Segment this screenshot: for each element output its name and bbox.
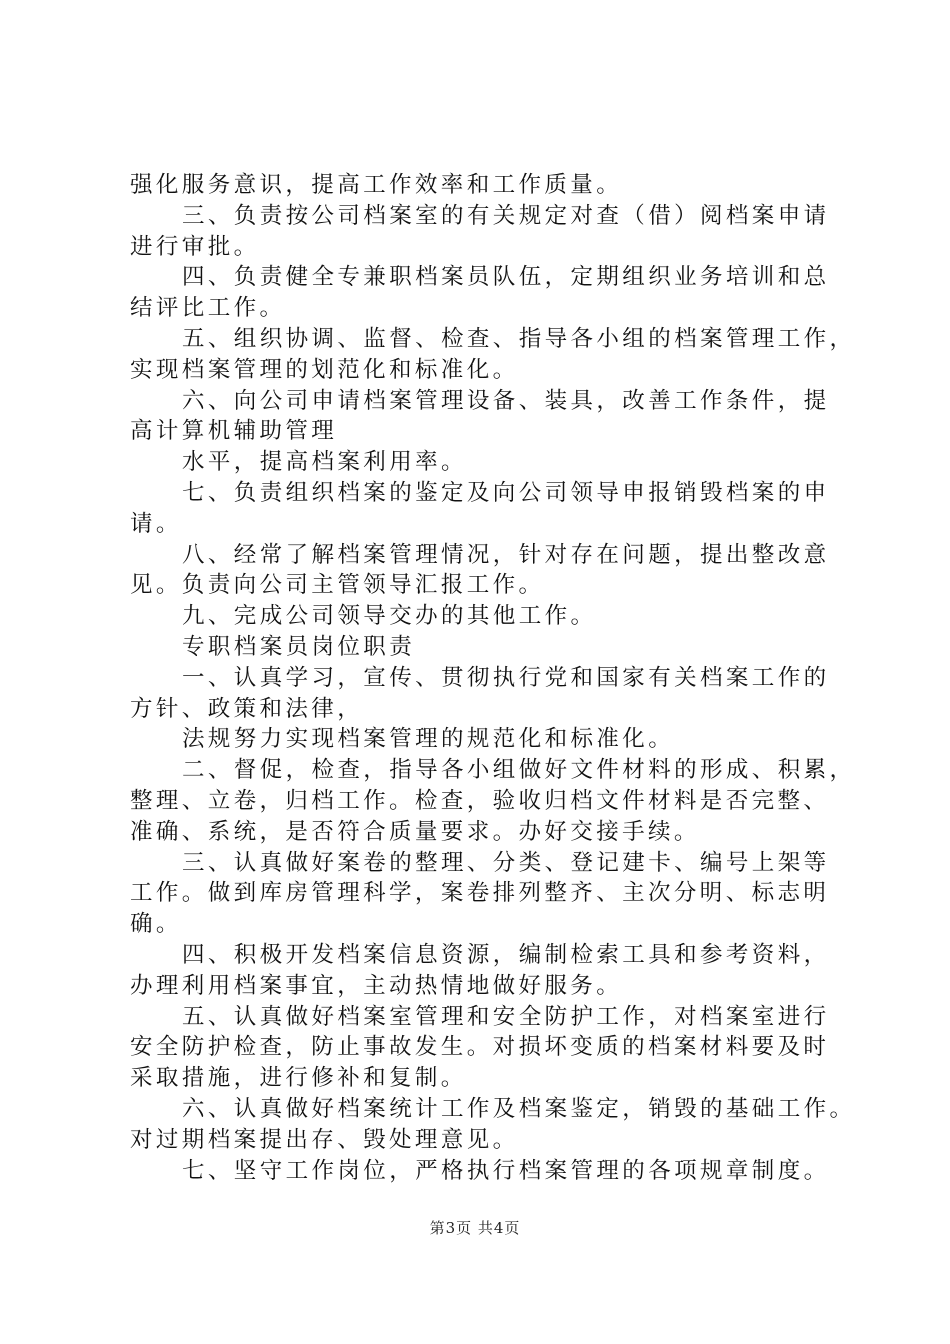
text-line: 实现档案管理的划范化和标准化。 bbox=[130, 356, 519, 383]
text-line: 五、组织协调、监督、检查、指导各小组的档案管理工作， bbox=[182, 325, 856, 352]
text-line: 采取措施，进行修补和复制。 bbox=[130, 1065, 467, 1092]
text-line: 六、认真做好档案统计工作及档案鉴定，销毁的基础工作。 bbox=[182, 1095, 856, 1122]
text-line: 七、负责组织档案的鉴定及向公司领导申报销毁档案的申 bbox=[182, 479, 830, 506]
text-line: 三、认真做好案卷的整理、分类、登记建卡、编号上架等 bbox=[182, 849, 830, 876]
text-line: 四、积极开发档案信息资源，编制检索工具和参考资料， bbox=[182, 941, 830, 968]
text-line: 法规努力实现档案管理的规范化和标准化。 bbox=[182, 726, 675, 753]
text-line: 四、负责健全专兼职档案员队伍，定期组织业务培训和总 bbox=[182, 264, 830, 291]
text-line: 水平，提高档案利用率。 bbox=[182, 449, 467, 476]
text-line: 专职档案员岗位职责 bbox=[182, 633, 416, 660]
text-line: 结评比工作。 bbox=[130, 295, 286, 322]
page-footer: 第3页 共4页 bbox=[429, 1219, 521, 1237]
text-line: 准确、系统，是否符合质量要求。办好交接手续。 bbox=[130, 818, 700, 845]
text-line: 对过期档案提出存、毁处理意见。 bbox=[130, 1126, 519, 1153]
text-line: 工作。做到库房管理科学，案卷排列整齐、主次分明、标志明 bbox=[130, 880, 830, 907]
text-line: 二、督促，检查，指导各小组做好文件材料的形成、积累， bbox=[182, 757, 856, 784]
text-line: 九、完成公司领导交办的其他工作。 bbox=[182, 603, 597, 630]
text-line: 五、认真做好档案室管理和安全防护工作，对档案室进行 bbox=[182, 1003, 830, 1030]
text-line: 请。 bbox=[130, 510, 182, 537]
document-body bbox=[130, 170, 856, 1186]
text-line: 方针、政策和法律， bbox=[130, 695, 364, 722]
text-line: 见。负责向公司主管领导汇报工作。 bbox=[130, 572, 545, 599]
text-line: 一、认真学习，宣传、贯彻执行党和国家有关档案工作的 bbox=[182, 664, 830, 691]
text-line: 确。 bbox=[130, 911, 182, 938]
text-line: 三、负责按公司档案室的有关规定对查（借）阅档案申请 bbox=[182, 202, 830, 229]
text-line: 进行审批。 bbox=[130, 233, 260, 260]
text-line: 高计算机辅助管理 bbox=[130, 418, 338, 445]
text-line: 强化服务意识，提高工作效率和工作质量。 bbox=[130, 172, 623, 198]
text-line: 六、向公司申请档案管理设备、装具，改善工作条件，提 bbox=[182, 387, 830, 414]
text-line: 八、经常了解档案管理情况，针对存在问题，提出整改意 bbox=[182, 541, 830, 568]
text-line: 安全防护检查，防止事故发生。对损坏变质的档案材料要及时 bbox=[130, 1034, 830, 1061]
text-line: 七、坚守工作岗位，严格执行档案管理的各项规章制度。 bbox=[182, 1157, 830, 1184]
text-line: 整理、立卷，归档工作。检查，验收归档文件材料是否完整、 bbox=[130, 787, 830, 814]
text-line: 办理利用档案事宜，主动热情地做好服务。 bbox=[130, 972, 623, 999]
